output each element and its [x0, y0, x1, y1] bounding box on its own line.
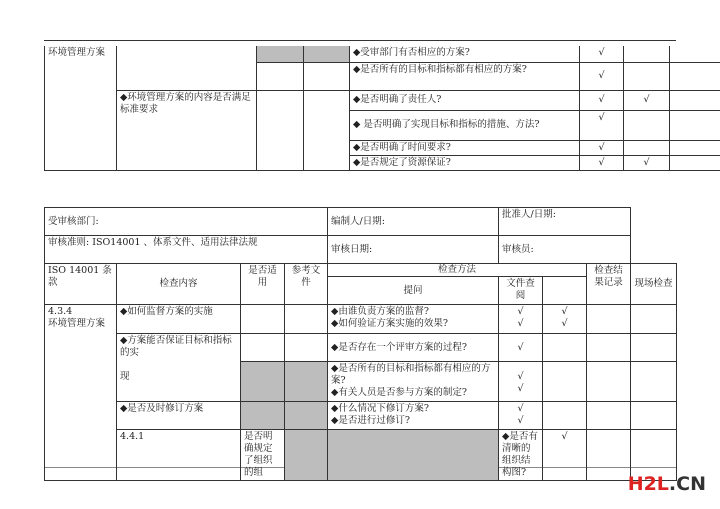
q-1: ◆由谁负责方案的监督?: [331, 306, 429, 317]
hdr-applicable: 是否适用: [241, 264, 285, 305]
t1-row-label: 环境管理方案: [45, 46, 117, 62]
q-4-5: [328, 362, 499, 402]
item-2: ◆方案能否保证目标和指标的实: [120, 335, 232, 358]
t1-q4-check: √: [580, 110, 624, 140]
t1-content-empty: [117, 46, 257, 90]
dept-cell: 受审核部门:: [45, 208, 328, 236]
table-1: [44, 46, 720, 171]
hdr-blank: [543, 277, 587, 305]
clause-1-name: 环境管理方案: [48, 318, 106, 329]
q-6-7-doc: [499, 402, 543, 430]
t1-q1-check: √: [580, 46, 624, 62]
q-6: ◆什么情况下修订方案?: [331, 403, 429, 414]
hdr-onsite: 现场检查: [631, 264, 677, 305]
hdr-question: 提问: [328, 277, 499, 305]
t1-q3-result: √: [624, 90, 670, 110]
t1-q6: ◆是否规定了资源保证?: [350, 155, 580, 170]
q-5-check: √: [517, 383, 524, 394]
hdr-doc-review: 文件查阅: [499, 277, 543, 305]
t1-q3: ◆是否明确了责任人?: [350, 90, 580, 110]
q-3-check: √: [499, 334, 543, 362]
t1-q3-check: √: [580, 90, 624, 110]
q-1-check-b: √: [561, 306, 568, 317]
criteria-cell: 审核准则: ISO14001 、体系文件、适用法律法规: [45, 236, 328, 264]
t1-row-label-cont: [45, 62, 117, 90]
q-1-2-onsite: [631, 305, 677, 334]
q-7: ◆是否进行过修订?: [331, 415, 410, 426]
table-2: [44, 207, 677, 481]
hdr-content: 检查内容: [117, 264, 241, 305]
q-3-result: [587, 334, 631, 362]
clause-2-extra: [587, 430, 631, 481]
q-7-check: √: [517, 415, 524, 426]
q-1-2-doc: [499, 305, 543, 334]
item-1-applicable: [241, 305, 285, 334]
clause-1-cell: [45, 305, 117, 481]
q-1-check: √: [517, 306, 524, 317]
t1-q5-onsite: [670, 140, 720, 155]
t1-q1: ◆受审部门有否相应的方案?: [350, 46, 580, 62]
q-4-5-extra: [543, 362, 587, 402]
q-6-check: √: [517, 403, 524, 414]
approver-cell: 批准人/日期:: [499, 208, 631, 236]
t1-q6-check: √: [580, 155, 624, 170]
q-6-7-result: [587, 402, 631, 430]
clause-2-ref-grey: [328, 430, 499, 481]
q-4: ◆是否所有的目标和指标都有相应的方案?: [331, 363, 491, 386]
spacer-1: [631, 208, 677, 236]
item-2-cell: [117, 334, 241, 402]
logo-dot-cn: .CN: [668, 473, 706, 495]
q-4-5-onsite: [631, 362, 677, 402]
t1-q2-check: √: [580, 62, 624, 90]
auditor-cell: 审核员:: [499, 236, 631, 264]
t1-row-label-cont3: [45, 110, 117, 140]
clause-2-num: 4.4.1: [117, 430, 241, 481]
clause-2-question: ◆是否有清晰的组织结构图?: [499, 430, 543, 481]
q-1-2-extra: [543, 305, 587, 334]
logo-h2l: H2L: [627, 473, 669, 495]
t1-q5-check: √: [580, 140, 624, 155]
q-3-extra: [543, 334, 587, 362]
t1-q1-result: [624, 46, 670, 62]
q-1-2: [328, 305, 499, 334]
top-rule: [44, 40, 676, 41]
q-6-7-onsite: [631, 402, 677, 430]
spacer-2: [631, 236, 677, 264]
date-cell: 审核日期:: [328, 236, 499, 264]
t1-row-label-cont2: [45, 90, 117, 110]
q-6-7: [328, 402, 499, 430]
q-3: ◆是否存在一个评审方案的过程?: [328, 334, 499, 362]
hdr-clause: ISO 14001 条款: [45, 264, 117, 305]
t1-content-line-2: 标准要求: [120, 103, 159, 115]
clause-1-num: 4.3.4: [48, 306, 73, 317]
item-3-applicable-grey: [241, 402, 285, 430]
t1-ref-grey: [304, 46, 350, 62]
t1-row-label-cont4: [45, 140, 117, 155]
t1-q5-result: [624, 140, 670, 155]
t1-applicable-3: [257, 90, 304, 170]
q-4-5-result: [587, 362, 631, 402]
t1-applicable-grey: [257, 46, 304, 62]
q-6-7-extra: [543, 402, 587, 430]
t1-q2-result: [624, 62, 670, 90]
q-4-5-doc: [499, 362, 543, 402]
hdr-result: 检查结果记录: [587, 264, 631, 305]
site-logo: [628, 473, 706, 495]
t1-q6-result: √: [624, 155, 670, 170]
item-2-ref-grey: [285, 362, 328, 402]
item-3: ◆是否及时修订方案: [117, 402, 241, 430]
t1-q5: ◆是否明确了时间要求?: [350, 140, 580, 155]
hdr-ref: 参考文件: [285, 264, 328, 305]
q-3-onsite: [631, 334, 677, 362]
t1-q3-onsite: [670, 90, 720, 110]
item-2-applicable: [241, 334, 285, 362]
q-1-2-result: [587, 305, 631, 334]
item-1-ref: [285, 305, 328, 334]
t1-q4: ◆ 是否明确了实现目标和指标的措施、方法?: [350, 110, 580, 140]
t1-q6-onsite: [670, 155, 720, 170]
q-4-check: √: [517, 371, 524, 382]
clause-2-applicable-grey: [285, 430, 328, 481]
item-1: ◆如何监督方案的实施: [117, 305, 241, 334]
editor-cell: 编制人/日期:: [328, 208, 499, 236]
q-2-check: √: [517, 318, 524, 329]
t1-q4-result: [624, 110, 670, 140]
t1-content-line-1: ◆环境管理方案的内容是否满足: [120, 91, 251, 103]
t1-q2: ◆是否所有的目标和指标都有相应的方案?: [350, 62, 580, 90]
item-3-ref-grey: [285, 402, 328, 430]
q-2: ◆如何验证方案实施的效果?: [331, 318, 448, 329]
q-5: ◆有关人员是否参与方案的制定?: [331, 387, 467, 398]
t1-q1-onsite: [670, 46, 720, 62]
t1-row-label-cont5: [45, 155, 117, 170]
item-2-cont: 现: [120, 371, 130, 382]
hdr-method: 检查方法: [328, 264, 587, 277]
t1-q4-onsite: [670, 110, 720, 140]
t1-ref-2: [304, 62, 350, 90]
t1-q2-onsite: [670, 62, 720, 90]
item-2-ref: [285, 334, 328, 362]
t1-ref-3: [304, 90, 350, 170]
t1-applicable-2: [257, 62, 304, 90]
clause-2-item: 是否明确规定了组织的组: [241, 430, 285, 481]
clause-2-check: √: [543, 430, 587, 481]
t1-content-cell: [117, 90, 257, 170]
item-2-applicable-grey: [241, 362, 285, 402]
q-2-check-b: √: [561, 318, 568, 329]
